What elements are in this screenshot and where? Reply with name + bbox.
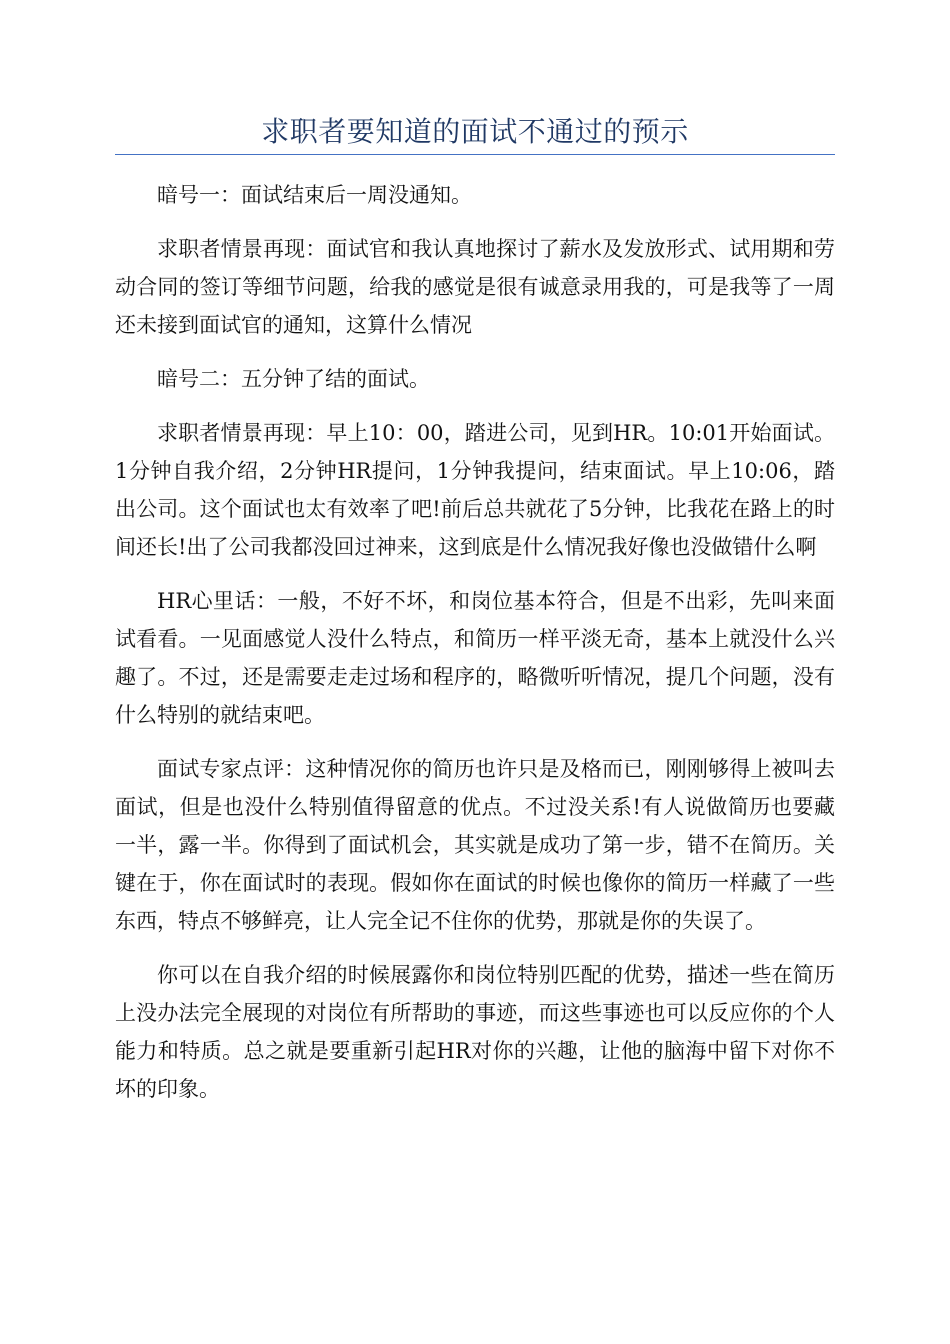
title-underline (115, 154, 835, 155)
paragraph: 求职者情景再现：面试官和我认真地探讨了薪水及发放形式、试用期和劳动合同的签订等细节问题，给我的感觉是很有诚意录用我的，可是我等了一周还未接到面试官的通知，这算什么情况 (115, 237, 835, 337)
document-title: 求职者要知道的面试不通过的预示 (261, 115, 689, 148)
document-body (115, 176, 835, 1124)
paragraph: 暗号二：五分钟了结的面试。 (157, 367, 430, 391)
paragraph: 求职者情景再现：早上10：00，踏进公司，见到HR。10:01开始面试。1分钟自我介绍，2分钟HR提问，1分钟我提问，结束面试。早上10:06，踏出公司。这个面试也太有效率了吧!前后总共就花了5分钟，比我花在路上的时间还长!出了公司我都没回过神来，这到底是什么情况我好像也没做错什么啊 (115, 421, 835, 559)
paragraph: HR心里话：一般，不好不坏，和岗位基本符合，但是不出彩，先叫来面试看看。一见面感觉人没什么特点，和简历一样平淡无奇，基本上就没什么兴趣了。不过，还是需要走走过场和程序的，略微听听情况，提几个问题，没有什么特别的就结束吧。 (115, 589, 835, 727)
paragraph: 暗号一：面试结束后一周没通知。 (157, 183, 472, 207)
paragraph: 你可以在自我介绍的时候展露你和岗位特别匹配的优势，描述一些在简历上没办法完全展现的对岗位有所帮助的事迹，而这些事迹也可以反应你的个人能力和特质。总之就是要重新引起HR对你的兴趣，让他的脑海中留下对你不坏的印象。 (115, 963, 835, 1101)
paragraph: 面试专家点评：这种情况你的简历也许只是及格而已，刚刚够得上被叫去面试，但是也没什么特别值得留意的优点。不过没关系!有人说做简历也要藏一半，露一半。你得到了面试机会，其实就是成功了第一步，错不在简历。关键在于，你在面试时的表现。假如你在面试的时候也像你的简历一样藏了一些东西，特点不够鲜亮，让人完全记不住你的优势，那就是你的失误了。 (115, 757, 835, 933)
